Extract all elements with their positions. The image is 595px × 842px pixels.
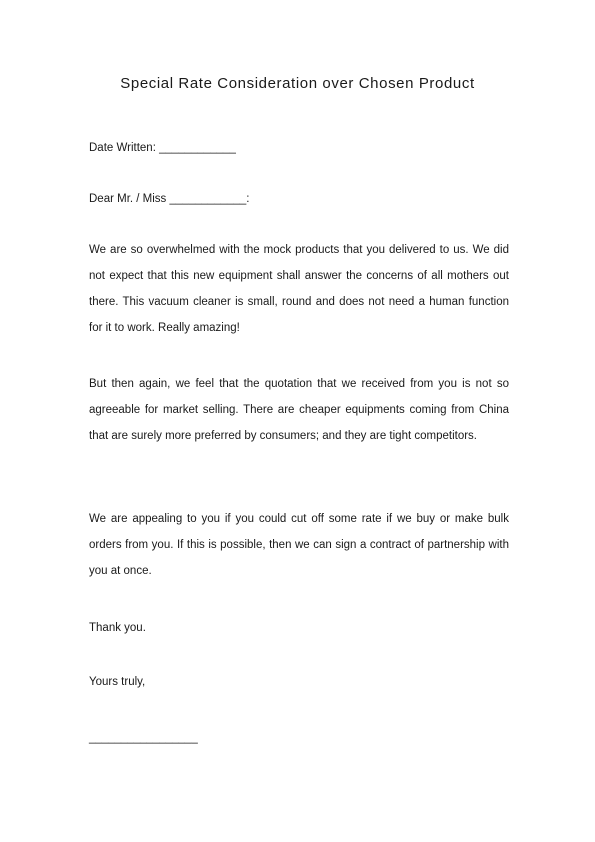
thank-you-line: Thank you. xyxy=(89,622,146,634)
paragraph-1: We are so overwhelmed with the mock products that you delivered to us. We did not expect that this new equipment shall answer the concerns of all mothers out there. This vacuum cleaner is small, round and does not need a human function for it to work. Really amazing! xyxy=(89,244,509,334)
closing-line: Yours truly, xyxy=(89,676,146,688)
salutation-line: Dear Mr. / Miss ____________: xyxy=(89,193,250,205)
date-written-line: Date Written: ____________ xyxy=(89,142,236,154)
signature-line: _________________ xyxy=(89,732,198,744)
paragraph-2: But then again, we feel that the quotation that we received from you is not so agreeable for market selling. There are cheaper equipments coming from China that are surely more preferred by consumers; and they are tight competitors. xyxy=(89,378,509,442)
paragraph-3: We are appealing to you if you could cut off some rate if we buy or make bulk orders from you. If this is possible, then we can sign a contract of partnership with you at once. xyxy=(89,513,509,577)
letter-title: Special Rate Consideration over Chosen Product xyxy=(120,75,475,92)
